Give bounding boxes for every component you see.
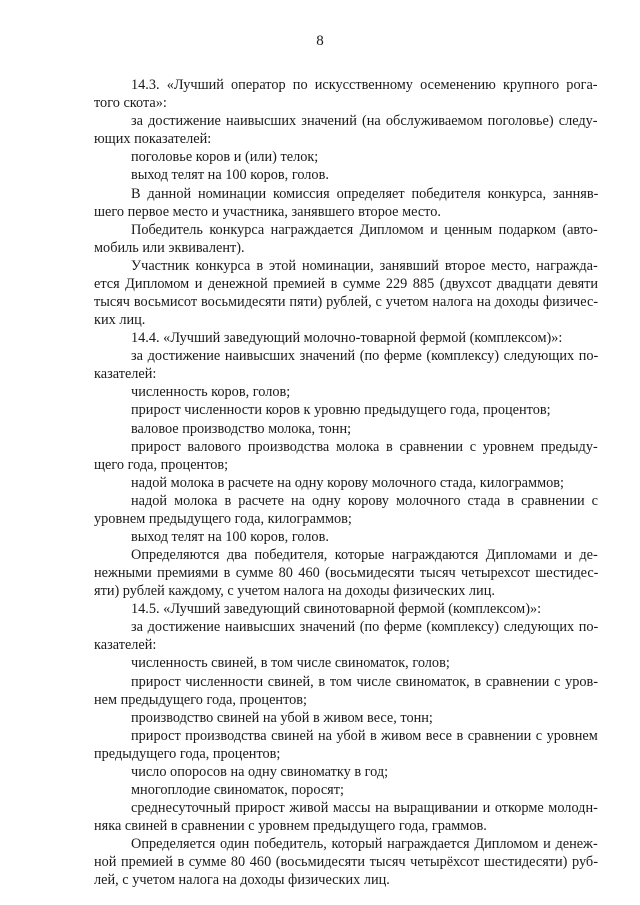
- text-line: выход телят на 100 коров, голов.: [131, 529, 329, 545]
- text-line: численность свиней, в том числе свиноматок, голов;: [131, 655, 450, 671]
- text-line: предыдущего года, процентов;: [94, 746, 281, 762]
- text-line: казателей:: [94, 366, 157, 382]
- text-line: прирост производства свиней на убой в живом весе в сравнении с уровнем: [131, 728, 598, 744]
- text-line: производство свиней на убой в живом весе, тонн;: [131, 710, 433, 726]
- text-line: казателей:: [94, 637, 157, 653]
- text-line: щего года, процентов;: [94, 457, 229, 473]
- text-line: нем предыдущего года, процентов;: [94, 692, 308, 708]
- text-line: валовое производство молока, тонн;: [131, 421, 352, 437]
- text-line: ной премией в сумме 80 460 (восьмидесяти тысяч четырёхсот шестидесяти) руб-: [94, 854, 598, 870]
- text-line: выход телят на 100 коров, голов.: [131, 167, 329, 183]
- text-line: Определяется один победитель, который награждается Дипломом и денеж-: [131, 836, 598, 852]
- text-line: за достижение наивысших значений (по ферме (комплексу) следующих по-: [131, 619, 599, 635]
- text-line: 14.5. «Лучший заведующий свинотоварной фермой (комплексом)»:: [131, 601, 542, 617]
- text-line: прирост численности коров к уровню предыдущего года, процентов;: [131, 402, 551, 418]
- text-line: мобиль или эквивалент).: [94, 240, 245, 256]
- text-line: уровнем предыдущего года, килограммов;: [94, 511, 352, 527]
- text-line: надой молока в расчете на одну корову молочного стада в сравнении с: [131, 493, 599, 509]
- text-line: ется Дипломом и денежной премией в сумме 229 885 (двухсот двадцати девяти: [94, 276, 599, 292]
- text-line: многоплодие свиноматок, поросят;: [131, 782, 344, 798]
- text-line: Победитель конкурса награждается Дипломом и ценным подарком (авто-: [131, 222, 598, 238]
- text-line: ких лиц.: [94, 312, 146, 328]
- text-line: за достижение наивысших значений (по ферме (комплексу) следующих по-: [131, 348, 599, 364]
- text-line: тысяч восьмисот восьмидесяти пяти) рублей, с учетом налога на доходы физичес-: [94, 294, 599, 310]
- text-line: число опоросов на одну свиноматку в год;: [131, 764, 389, 780]
- text-line: поголовье коров и (или) телок;: [131, 149, 319, 165]
- text-line: Участник конкурса в этой номинации, занявший второе место, награжда-: [131, 258, 598, 274]
- text-line: среднесуточный прирост живой массы на выращивании и откорме молодн-: [131, 800, 598, 816]
- text-line: 14.3. «Лучший оператор по искусственному осеменению крупного рога-: [131, 77, 598, 93]
- text-line: яти) рублей каждому, с учетом налога на доходы физических лиц.: [94, 583, 495, 599]
- text-line: прирост валового производства молока в сравнении с уровнем предыду-: [131, 439, 598, 455]
- text-line: того скота»:: [94, 95, 167, 111]
- text-line: за достижение наивысших значений (на обслуживаемом поголовье) следу-: [131, 113, 598, 129]
- page-number: 8: [316, 33, 324, 49]
- text-line: лей, с учетом налога на доходы физических лиц.: [94, 872, 390, 888]
- text-line: прирост численности свиней, в том числе свиноматок, в сравнении с уров-: [131, 674, 599, 690]
- text-line: надой молока в расчете на одну корову молочного стада, килограммов;: [131, 475, 564, 491]
- text-line: В данной номинации комиссия определяет победителя конкурса, занняв-: [131, 186, 599, 202]
- text-line: няка свиней в сравнении с уровнем предыдущего года, граммов.: [94, 818, 487, 834]
- text-line: численность коров, голов;: [131, 384, 291, 400]
- text-line: шего первое место и участника, занявшего второе место.: [94, 204, 441, 220]
- text-line: ющих показателей:: [94, 131, 212, 147]
- text-line: нежными премиями в сумме 80 460 (восьмидесяти тысяч четырехсот шестидес-: [94, 565, 599, 581]
- text-line: Определяются два победителя, которые награждаются Дипломами и де-: [131, 547, 598, 563]
- text-line: 14.4. «Лучший заведующий молочно-товарной фермой (комплексом)»:: [131, 330, 563, 346]
